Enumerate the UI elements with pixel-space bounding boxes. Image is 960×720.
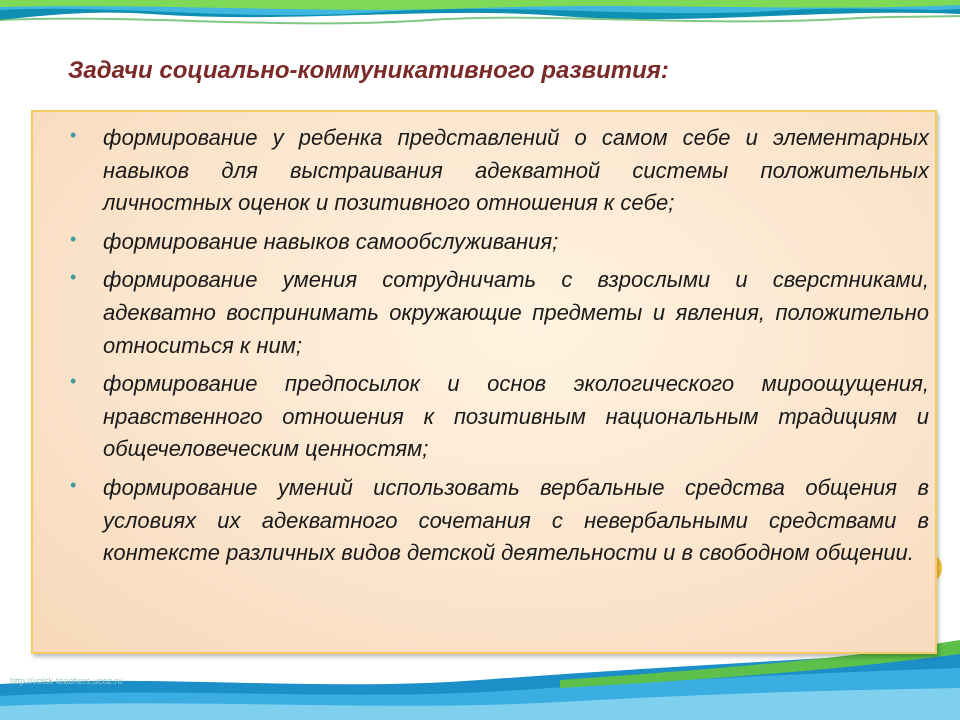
list-item-text: формирование у ребенка представлений о самом себе и элементарных навыков для выстраивания адекватной системы положительных личностных оценок и позитивного отношения к себе; — [103, 125, 929, 216]
list-item — [70, 472, 929, 570]
watermark-url: http://volsk-teachers.ucoz.ru — [10, 676, 123, 686]
top-wave-decoration — [0, 0, 960, 40]
slide-title: Задачи социально-коммуникативного развития: — [68, 57, 669, 84]
bullet-icon: • — [70, 267, 77, 288]
bullet-icon: • — [70, 474, 77, 495]
list-item — [70, 226, 929, 259]
task-list — [70, 122, 929, 576]
list-item-text: формирование умения сотрудничать с взрослыми и сверстниками, адекватно воспринимать окружающие предметы и явления, положительно относиться к ним; — [103, 267, 929, 358]
content-box — [31, 110, 937, 654]
bullet-icon: • — [70, 228, 77, 249]
list-item-text: формирование навыков самообслуживания; — [103, 228, 559, 254]
bullet-icon: • — [70, 125, 77, 145]
list-item — [70, 264, 929, 362]
list-item — [70, 368, 929, 466]
list-item-text: формирование предпосылок и основ экологического мироощущения, нравственного отношения к позитивным национальным традициям и общечеловеческим ценностям; — [103, 371, 929, 462]
list-item — [70, 122, 929, 220]
list-item-text: формирование умений использовать вербальные средства общения в условиях их адекватного сочетания с невербальными средствами в контексте различных видов детской деятельности и в свободном общении. — [103, 474, 929, 566]
bullet-icon: • — [70, 371, 77, 392]
